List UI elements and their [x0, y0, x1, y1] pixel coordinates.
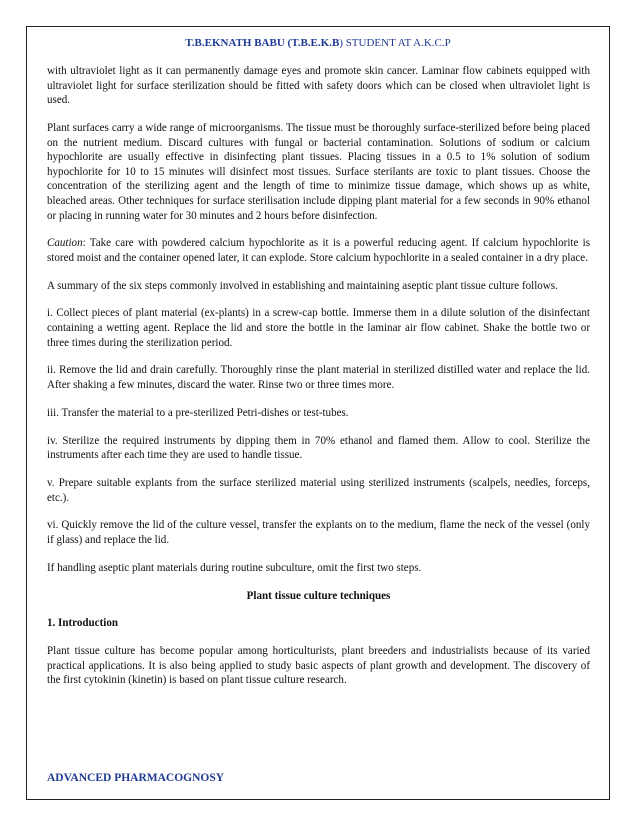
paragraph-surface-sterilization: Plant surfaces carry a wide range of microorganisms. The tissue must be thoroughly surface-sterilized before being placed on the nutrient medium. Discard cultures with fungal or bacterial contamination. Solutions of sodium or calcium hypochlorite are usually effective in disinfecting plant tissues. Placing tissues in a 0.5 to 1% solution of sodium hypochlorite for 10 to 15 minutes will disinfect most tissues. Surface sterilants are toxic to plant tissues. Choose the concentration of the sterilizing agent and the length of time to minimize tissue damage, which shows up as white, bleached areas. Other techniques for surface sterilisation include dipping plant material for a few seconds in 90% ethanol or placing in running water for 30 minutes and 2 hours before disinfection.	[47, 121, 590, 222]
list-item-step-6: vi. Quickly remove the lid of the culture vessel, transfer the explants on to the medium, flame the neck of the vessel (only if glass) and replace the lid.	[47, 519, 590, 546]
caution-label: Caution	[47, 237, 83, 250]
page-header	[27, 37, 609, 49]
paragraph-caution	[47, 236, 590, 265]
list-item-step-3: iii. Transfer the material to a pre-sterilized Petri-dishes or test-tubes.	[47, 406, 349, 419]
page-footer: ADVANCED PHARMACOGNOSY	[47, 772, 225, 784]
paragraph-summary-intro: A summary of the six steps commonly involved in establishing and maintaining aseptic plant tissue culture follows.	[47, 279, 558, 292]
document-body	[47, 64, 590, 701]
paragraph-introduction: Plant tissue culture has become popular among horticulturists, plant breeders and industrialists because of its varied practical applications. It is also being applied to study basic aspects of plant growth and development. The discovery of the first cytokinin (kinetin) is based on plant tissue culture research.	[47, 645, 590, 687]
header-author: T.B.EKNATH BABU (T.B.E.K.B	[185, 37, 340, 49]
page-border	[26, 26, 610, 800]
header-affiliation: ) STUDENT AT A.K.C.P	[339, 37, 451, 49]
paragraph-uv-warning: with ultraviolet light as it can permanently damage eyes and promote skin cancer. Laminar flow cabinets equipped with ultraviolet light for surface sterilization should be fitted with safety doors which can be closed when ultraviolet light is used.	[47, 65, 590, 107]
list-item-step-1: i. Collect pieces of plant material (ex-plants) in a screw-cap bottle. Immerse them in a dilute solution of the disinfectant containing a wetting agent. Replace the lid and store the bottle in the laminar air flow cabinet. Shake the bottle two or three times during the sterilization period.	[47, 307, 590, 349]
list-item-step-4: iv. Sterilize the required instruments by dipping them in 70% ethanol and flamed them. Allow to cool. Sterilize the instruments after each time they are used to handle tissue.	[47, 434, 590, 462]
list-item-step-5: v. Prepare suitable explants from the surface sterilized material using sterilized instruments (scalpels, needles, forceps, etc.).	[47, 476, 590, 504]
list-item-step-2: ii. Remove the lid and drain carefully. Thoroughly rinse the plant material in sterilized distilled water and replace the lid. After shaking a few minutes, discard the water. Rinse two or three times more.	[47, 364, 590, 392]
introduction-heading: 1. Introduction	[47, 617, 119, 630]
paragraph-subculture-note: If handling aseptic plant materials during routine subculture, omit the first two steps.	[47, 561, 422, 574]
section-title: Plant tissue culture techniques	[246, 589, 391, 602]
caution-text: : Take care with powdered calcium hypochlorite as it is a powerful reducing agent. If calcium hypochlorite is stored moist and the container opened later, it can explode. Store calcium hypochlorite in a sealed container in a dry place.	[47, 237, 590, 264]
